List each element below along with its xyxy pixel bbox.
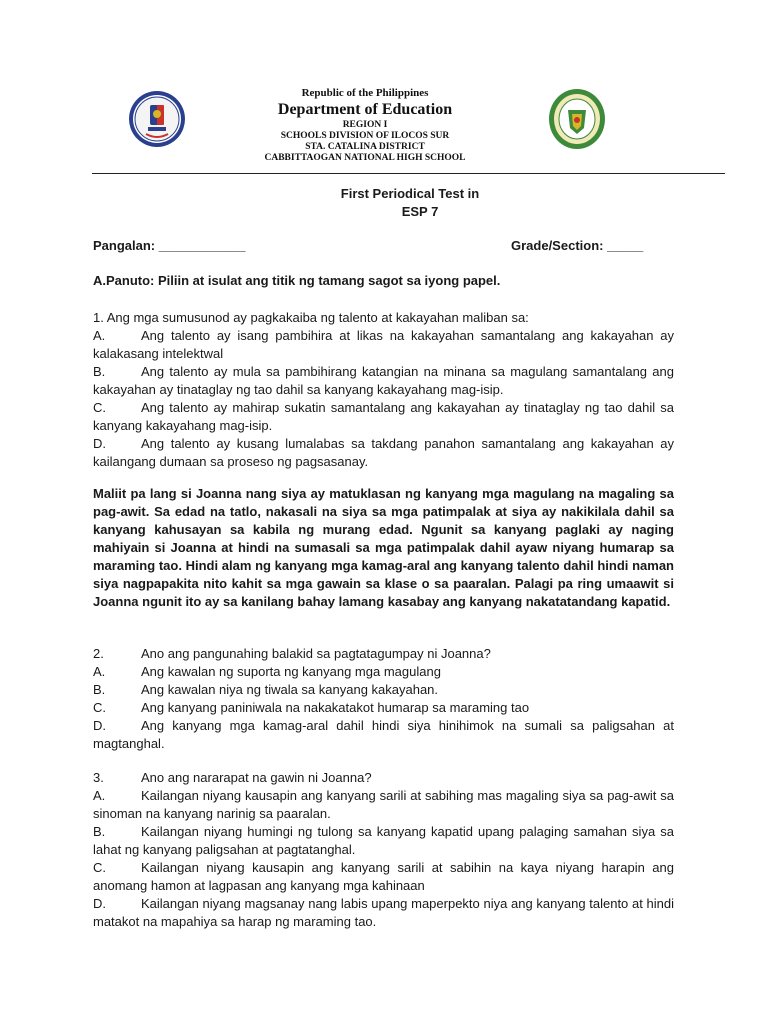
- question-number: 2.: [93, 646, 104, 661]
- question-1: [93, 309, 674, 471]
- question-3-stem: [93, 769, 674, 787]
- question-3-option-c: [93, 859, 674, 895]
- question-3-option-d: [93, 895, 674, 931]
- option-letter: A.: [93, 328, 106, 343]
- name-field: Pangalan: ____________: [93, 238, 246, 253]
- school-seal-icon: [548, 88, 606, 150]
- header-divider: [92, 173, 725, 174]
- grade-section-field: Grade/Section: _____: [511, 238, 644, 253]
- option-text: Ang talento ay mula sa pambihirang katangian na minana sa magulang samantalang ang kakayahan ay tinataglay ng tao dahil sa kanyang kakayahang mag-isip.: [93, 364, 674, 397]
- option-letter: B.: [93, 364, 106, 379]
- option-letter: B.: [93, 682, 106, 697]
- department-line: Department of Education: [277, 101, 453, 118]
- letterhead: [190, 86, 540, 164]
- option-letter: C.: [93, 700, 106, 715]
- question-3-option-a: [93, 787, 674, 823]
- option-letter: D.: [93, 436, 106, 451]
- test-title: [200, 185, 620, 221]
- question-1-option-b: [93, 363, 674, 399]
- option-text: Ang talento ay isang pambihira at likas na kakayahan samantalang ang kakayahan ay kalakasang intelektwal: [93, 328, 674, 361]
- option-text: Ang talento ay mahirap sukatin samantalang ang kakayahan ay tinataglay ng tao dahil sa kanyang kakayahang mag-isip.: [93, 400, 674, 433]
- question-2-option-b: [93, 681, 674, 699]
- republic-line: Republic of the Philippines: [301, 87, 429, 99]
- question-2-option-a: [93, 663, 674, 681]
- option-letter: D.: [93, 896, 106, 911]
- question-2: [93, 645, 674, 753]
- district-line: STA. CATALINA DISTRICT: [305, 142, 425, 152]
- option-letter: C.: [93, 860, 106, 875]
- question-1-option-c: [93, 399, 674, 435]
- option-text: Ang kawalan ng suporta ng kanyang mga magulang: [141, 664, 441, 679]
- option-text: Kailangan niyang kausapin ang kanyang sarili at sabihin na kaya niyang harapin ang anomang hamon at lagpasan ang kanyang mga kahinaan: [93, 860, 674, 893]
- option-text: Kailangan niyang magsanay nang labis upang maperpekto niya ang kanyang talento at hindi matakot na mapahiya sa harap ng maraming tao.: [93, 896, 674, 929]
- title-line-1: First Periodical Test in: [340, 186, 480, 201]
- question-text: Ano ang nararapat na gawin ni Joanna?: [141, 770, 372, 785]
- question-1-option-d: [93, 435, 674, 471]
- question-3: [93, 769, 674, 931]
- question-2-option-c: [93, 699, 674, 717]
- question-1-stem: 1. Ang mga sumusunod ay pagkakaiba ng talento at kakayahan maliban sa:: [93, 310, 529, 325]
- option-text: Ang kanyang paniniwala na nakakatakot humarap sa maraming tao: [141, 700, 530, 715]
- question-2-stem: [93, 645, 674, 663]
- option-text: Kailangan niyang kausapin ang kanyang sarili at sabihing mas magaling siya sa pag-awit sa sinoman na kanyang narinig sa paaralan.: [93, 788, 674, 821]
- option-letter: A.: [93, 788, 106, 803]
- option-letter: C.: [93, 400, 106, 415]
- region-line: REGION I: [342, 120, 388, 130]
- question-text: Ano ang pangunahing balakid sa pagtatagumpay ni Joanna?: [141, 646, 491, 661]
- option-text: Kailangan niyang humingi ng tulong sa kanyang kapatid upang palaging samahan siya sa lahat ng kanyang paligsahan at pagtatanghal.: [93, 824, 674, 857]
- option-letter: A.: [93, 664, 106, 679]
- division-line: SCHOOLS DIVISION OF ILOCOS SUR: [280, 131, 450, 141]
- question-2-option-d: [93, 717, 674, 753]
- deped-seal-icon: [128, 90, 186, 148]
- option-text: Ang kanyang mga kamag-aral dahil hindi siya hinihimok na sumali sa paligsahan at magtanghal.: [93, 718, 674, 751]
- option-letter: D.: [93, 718, 106, 733]
- option-text: Ang talento ay kusang lumalabas sa takdang panahon samantalang ang kakayahan ay kailangang dumaan sa proseso ng pagsasanay.: [93, 436, 674, 469]
- question-number: 3.: [93, 770, 104, 785]
- option-letter: B.: [93, 824, 106, 839]
- title-line-2: ESP 7: [401, 204, 439, 219]
- school-line: CABBITTAOGAN NATIONAL HIGH SCHOOL: [264, 153, 466, 163]
- option-text: Ang kawalan niya ng tiwala sa kanyang kakayahan.: [141, 682, 439, 697]
- question-1-option-a: [93, 327, 674, 363]
- question-3-option-b: [93, 823, 674, 859]
- instructions: A.Panuto: Piliin at isulat ang titik ng tamang sagot sa iyong papel.: [93, 273, 501, 288]
- reading-passage: Maliit pa lang si Joanna nang siya ay matuklasan ng kanyang mga magulang na magaling sa pag-awit. Sa edad na tatlo, nakasali na siya sa mga patimpalak at siya ay nakikilala dahil sa kanyang kahusayan sa kabila ng murang edad. Ngunit sa kanyang paglaki ay naging mahiyain si Joanna at hindi na sumasali sa mga patimpalak dahil ayaw niyang humarap sa maraming tao. Hindi alam ng kanyang mga kamag-aral ang kanyang talento dahil hindi naman siya nagpapakita nito kahit sa mga gawain sa klase o sa paaralan. Palagi pa ring umaawit si Joanna ngunit ito ay sa kanilang bahay lamang kasabay ang kanyang nakatatandang kapatid.: [93, 486, 674, 609]
